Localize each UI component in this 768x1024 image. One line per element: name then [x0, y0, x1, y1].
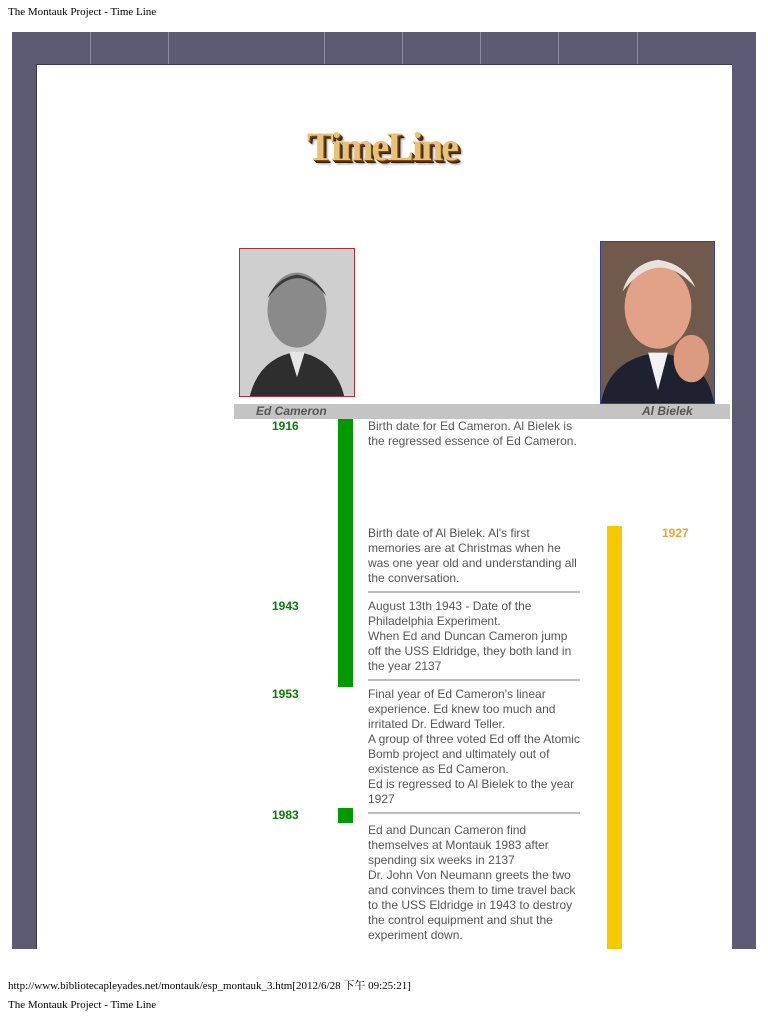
entry-text: August 13th 1943 - Date of the Philadelphia Experiment. When Ed and Duncan Cameron jump off the USS Eldridge, they both land in the year 2137: [368, 599, 572, 673]
entry-separator: [368, 679, 580, 681]
entry-separator: [368, 812, 580, 814]
nav-cell[interactable]: [91, 32, 169, 64]
ed-cameron-name: Ed Cameron: [256, 404, 327, 418]
timeline-entry: [368, 687, 580, 807]
year-label: 1927: [662, 526, 689, 540]
ed-cameron-photo: [239, 248, 355, 397]
al-bielek-photo: [600, 241, 715, 404]
nav-cell[interactable]: [403, 32, 481, 64]
entry-separator: [368, 591, 580, 593]
print-header-title: The Montauk Project - Time Line: [8, 6, 157, 18]
nav-strip: [12, 32, 756, 64]
name-bar: [234, 404, 730, 419]
nav-cell[interactable]: [559, 32, 638, 64]
nav-cell[interactable]: [169, 32, 325, 64]
year-label: 1943: [272, 599, 299, 613]
year-label: 1953: [272, 687, 299, 701]
al-bielek-lifeline-bar: [607, 526, 622, 949]
nav-cell[interactable]: [12, 32, 91, 64]
entry-text: Final year of Ed Cameron's linear experience. Ed knew too much and irritated Dr. Edward Teller. A group of three voted Ed off the Atomic Bomb project and ultimately out of existence as Ed Cameron. Ed is regressed to Al Bielek to the year 1927: [368, 687, 580, 806]
timeline-entry: [368, 526, 580, 586]
year-label: 1916: [272, 419, 299, 433]
timeline-entry: [368, 823, 580, 943]
ed-cameron-1983-marker: [338, 808, 353, 823]
print-footer-url: http://www.bibliotecapleyades.net/montauk/esp_montauk_3.htm[2012/6/28 下午 09:25:21]: [8, 980, 411, 992]
print-footer-title: The Montauk Project - Time Line: [8, 999, 157, 1011]
timeline-entry: [368, 419, 580, 449]
page-frame: [12, 32, 756, 949]
entry-text: Birth date for Ed Cameron. Al Bielek is the regressed essence of Ed Cameron.: [368, 419, 577, 448]
al-bielek-name: Al Bielek: [642, 404, 693, 418]
entry-text: Ed and Duncan Cameron find themselves at Montauk 1983 after spending six weeks in 2137 Dr. John Von Neumann greets the two and convinces them to time travel back to the USS Eldridge in 1943 to destroy the control equipment and shut the experiment down.: [368, 823, 576, 942]
content-area: [36, 64, 732, 949]
timeline-logo: TimeLine: [307, 124, 457, 169]
ed-cameron-lifeline-bar: [338, 419, 353, 687]
entry-text: Birth date of Al Bielek. Al's first memories are at Christmas when he was one year old and understanding all the conversation.: [368, 526, 577, 585]
nav-cell[interactable]: [481, 32, 559, 64]
timeline-entry: [368, 599, 580, 674]
nav-cell[interactable]: [325, 32, 403, 64]
year-label: 1983: [272, 808, 299, 822]
